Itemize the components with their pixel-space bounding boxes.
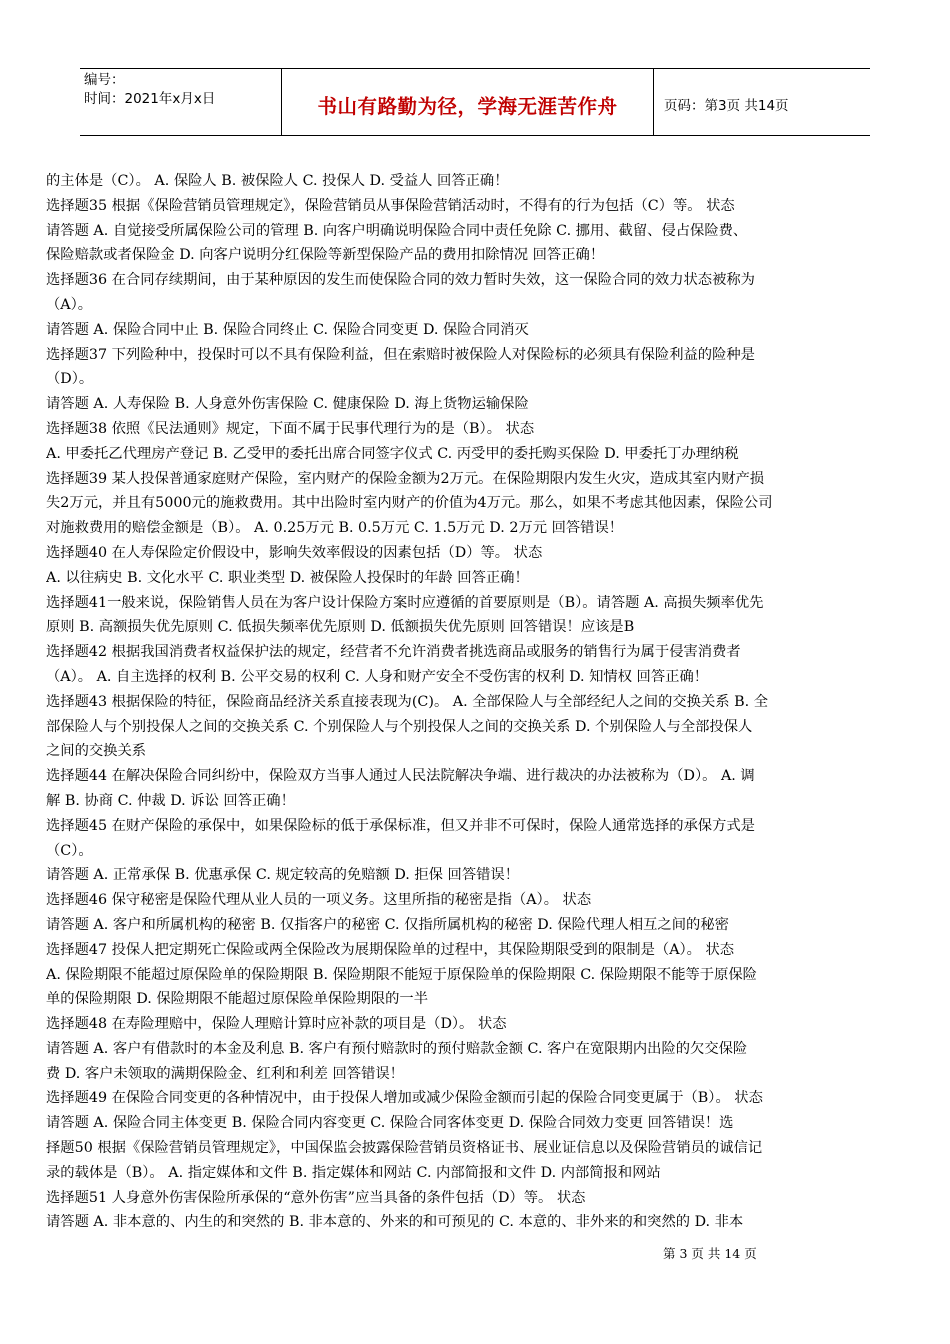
text-line: 保险赔款或者保险金 D. 向客户说明分红保险等新型保险产品的费用扣除情况 回答正确！ [46,247,605,264]
document-time-label: 时间：2021年x月x日 [84,91,216,107]
text-line: 部保险人与个别投保人之间的交换关系 C. 个别保险人与个别投保人之间的交换关系 D. 个别保险人与全部投保人 [46,718,753,735]
text-line: 请答题 A. 保险合同主体变更 B. 保险合同内容变更 C. 保险合同客体变更 D. 保险合同效力变更 回答错误！选 [46,1115,734,1132]
text-line: 选择题49 在保险合同变更的各种情况中，由于投保人增加或减少保险金额而引起的保险合同变更属于（B）。 状态 [46,1090,763,1107]
text-line: 选择题35 根据《保险营销员管理规定》，保险营销员从事保险营销活动时，不得有的行为包括（C）等。 状态 [46,197,735,214]
text-line: 选择题38 依照《民法通则》规定，下面不属于民事代理行为的是（B）。 状态 [46,420,535,437]
text-line: 失2万元，并且有5000元的施救费用。其中出险时室内财产的价值为4万元。那么，如果不考虑其他因素，保险公司 [46,495,773,512]
text-line: （A）。 [46,296,93,313]
text-line: 选择题37 下列险种中，投保时可以不具有保险利益，但在索赔时被保险人对保险标的必须具有保险利益的险种是 [46,346,755,363]
page-footer: 第 3 页 共 14 页 [663,1246,757,1261]
text-line: 选择题43 根据保险的特征，保险商品经济关系直接表现为(C)。 A. 全部保险人与全部经纪人之间的交换关系 B. 全 [46,693,768,710]
header-motto: 书山有路勤为径，学海无涯苦作舟 [282,69,654,135]
text-line: 请答题 A. 非本意的、内生的和突然的 B. 非本意的、外来的和可预见的 C. 本意的、非外来的和突然的 D. 非本 [46,1214,744,1231]
text-line: 选择题47 投保人把定期死亡保险或两全保险改为展期保险单的过程中，其保险期限受到的限制是（A）。 状态 [46,941,735,958]
text-line: 的主体是（C）。 A. 保险人 B. 被保险人 C. 投保人 D. 受益人 回答正确！ [46,173,509,189]
text-line: 选择题40 在人寿保险定价假设中，影响失效率假设的因素包括（D）等。 状态 [46,544,543,561]
document-body [46,169,906,1235]
text-line: 请答题 A. 客户有借款时的本金及利息 B. 客户有预付赔款时的预付赔款金额 C. 客户在宽限期内出险的欠交保险 [46,1040,748,1057]
text-line: （A）。 A. 自主选择的权利 B. 公平交易的权利 C. 人身和财产安全不受伤害的权利 D. 知情权 回答正确！ [46,668,709,685]
text-line: A. 保险期限不能超过原保险单的保险期限 B. 保险期限不能短于原保险单的保险期限 C. 保险期限不能等于原保险 [46,966,757,983]
text-line: 选择题51 人身意外伤害保险所承保的“意外伤害”应当具备的条件包括（D）等。 状态 [46,1189,586,1206]
document-number-label: 编号： [84,72,125,88]
text-line: 选择题44 在解决保险合同纠纷中，保险双方当事人通过人民法院解决争端、进行裁决的办法被称为（D）。 A. 调 [46,768,755,785]
text-line: 单的保险期限 D. 保险期限不能超过原保险单保险期限的一半 [46,991,429,1008]
text-line: 原则 B. 高额损失优先原则 C. 低损失频率优先原则 D. 低额损失优先原则 回答错误！应该是B [46,619,635,636]
text-line: 录的载体是（B）。 A. 指定媒体和文件 B. 指定媒体和网站 C. 内部简报和文件 D. 内部简报和网站 [46,1164,661,1181]
text-line: 之间的交换关系 [46,743,147,760]
text-line: 费 D. 客户未领取的满期保险金、红利和利差 回答错误！ [46,1065,404,1082]
text-line: 选择题41一般来说，保险销售人员在为客户设计保险方案时应遵循的首要原则是（B）。请答题 A. 高损失频率优先 [46,594,764,611]
text-line: 选择题42 根据我国消费者权益保护法的规定，经营者不允许消费者挑选商品或服务的销售行为属于侵害消费者 [46,644,741,661]
page-header [80,68,870,136]
text-line: 请答题 A. 自觉接受所属保险公司的管理 B. 向客户明确说明保险合同中责任免除 C. 挪用、截留、侵占保险费、 [46,222,748,239]
text-line: 请答题 A. 保险合同中止 B. 保险合同终止 C. 保险合同变更 D. 保险合同消灭 [46,321,529,338]
text-line: 选择题45 在财产保险的承保中，如果保险标的低于承保标准，但又并非不可保时，保险人通常选择的承保方式是 [46,817,755,834]
text-line: 对施救费用的赔偿金额是（B）。 A. 0.25万元 B. 0.5万元 C. 1.5万元 D. 2万元 回答错误！ [46,520,624,537]
text-line: 请答题 A. 客户和所属机构的秘密 B. 仅指客户的秘密 C. 仅指所属机构的秘密 D. 保险代理人相互之间的秘密 [46,916,729,933]
text-line: 选择题48 在寿险理赔中，保险人理赔计算时应补款的项目是（D）。 状态 [46,1016,507,1033]
text-line: 择题50 根据《保险营销员管理规定》，中国保监会披露保险营销员资格证书、展业证信息以及保险营销员的诚信记 [46,1140,763,1157]
text-line: A. 甲委托乙代理房产登记 B. 乙受甲的委托出席合同签字仪式 C. 丙受甲的委托购买保险 D. 甲委托丁办理纳税 [46,445,739,462]
text-line: 请答题 A. 正常承保 B. 优惠承保 C. 规定较高的免赔额 D. 拒保 回答错误！ [46,867,520,884]
text-line: 选择题46 保守秘密是保险代理从业人员的一项义务。这里所指的秘密是指（A）。 状态 [46,892,592,909]
text-line: （C）。 [46,842,93,859]
text-line: 选择题36 在合同存续期间，由于某种原因的发生而使保险合同的效力暂时失效，这一保险合同的效力状态被称为 [46,272,755,289]
text-line: 解 B. 协商 C. 仲裁 D. 诉讼 回答正确！ [46,792,295,809]
text-line: 选择题39 某人投保普通家庭财产保险，室内财产的保险金额为2万元。在保险期限内发生火灾，造成其室内财产损 [46,470,765,487]
text-line: 请答题 A. 人寿保险 B. 人身意外伤害保险 C. 健康保险 D. 海上货物运输保险 [46,396,529,413]
text-line: （D）。 [46,371,94,388]
header-meta [80,69,282,135]
header-page-info: 页码：第3页 共14页 [664,98,789,114]
text-line: A. 以往病史 B. 文化水平 C. 职业类型 D. 被保险人投保时的年龄 回答正确！ [46,569,529,586]
